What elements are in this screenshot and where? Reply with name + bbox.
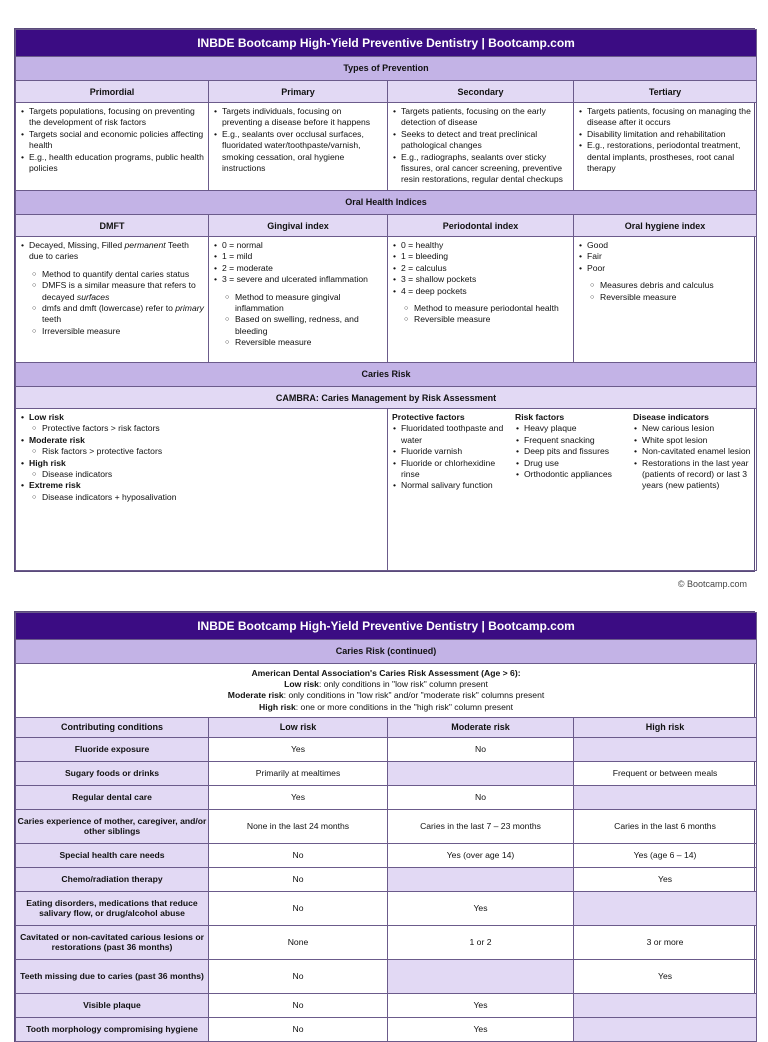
moderate-cell: Caries in the last 7 – 23 months bbox=[388, 809, 574, 843]
list-item: ○ Reversible measure bbox=[414, 314, 569, 325]
list-item: • New carious lesion bbox=[642, 423, 751, 434]
list-item: • White spot lesion bbox=[642, 435, 751, 446]
table-row bbox=[16, 809, 757, 843]
page2-title: INBDE Bootcamp High-Yield Preventive Dentistry | Bootcamp.com bbox=[16, 613, 757, 640]
high-cell: Yes bbox=[574, 867, 757, 891]
low-cell: No bbox=[209, 843, 388, 867]
table-row bbox=[16, 891, 757, 925]
col-high-risk: High risk bbox=[574, 717, 757, 737]
list-item: • Targets social and economic policies affecting health bbox=[29, 129, 204, 152]
list-item: • E.g., health education programs, public health policies bbox=[29, 152, 204, 175]
list-item: • Targets populations, focusing on preventing the development of risk factors bbox=[29, 106, 204, 129]
table-row bbox=[16, 843, 757, 867]
table-row bbox=[16, 925, 757, 959]
page2-sheet bbox=[14, 611, 755, 1042]
risk-factors bbox=[515, 412, 633, 492]
list-item: ○ Risk factors > protective factors bbox=[42, 446, 383, 457]
table-row bbox=[16, 959, 757, 993]
high-cell bbox=[574, 891, 757, 925]
high-cell bbox=[574, 785, 757, 809]
moderate-cell: Yes bbox=[388, 993, 574, 1017]
list-item: ○ Method to quantify dental caries status bbox=[42, 269, 204, 280]
ada-moderate-line: Moderate risk: only conditions in "low risk" and/or "moderate risk" columns present bbox=[227, 690, 545, 701]
condition-cell: Visible plaque bbox=[16, 993, 209, 1017]
gingival-cell bbox=[209, 237, 388, 363]
high-cell: Caries in the last 6 months bbox=[574, 809, 757, 843]
list-item: • Extreme risk bbox=[29, 480, 383, 491]
page1-table bbox=[15, 29, 757, 571]
cambra-factors bbox=[388, 409, 757, 571]
moderate-cell: Yes bbox=[388, 1017, 574, 1041]
moderate-cell bbox=[388, 959, 574, 993]
page1-sheet bbox=[14, 28, 755, 572]
list-item: • Fluoridated toothpaste and water bbox=[401, 423, 515, 446]
low-cell: No bbox=[209, 891, 388, 925]
condition-cell: Caries experience of mother, caregiver, and/or other siblings bbox=[16, 809, 209, 843]
ada-low-line: Low risk: only conditions in "low risk" column present bbox=[284, 679, 488, 690]
secondary-cell bbox=[388, 103, 574, 191]
risk-factors-title: Risk factors bbox=[515, 412, 565, 422]
table-row bbox=[16, 737, 757, 761]
low-cell: No bbox=[209, 867, 388, 891]
types-of-prevention-heading: Types of Prevention bbox=[16, 57, 757, 81]
list-item: • 1 = mild bbox=[222, 251, 383, 262]
condition-cell: Sugary foods or drinks bbox=[16, 761, 209, 785]
list-item: • Fair bbox=[587, 251, 752, 262]
primary-cell bbox=[209, 103, 388, 191]
periodontal-cell bbox=[388, 237, 574, 363]
moderate-cell bbox=[388, 761, 574, 785]
list-item: • 4 = deep pockets bbox=[401, 286, 569, 297]
disease-indicators-title: Disease indicators bbox=[633, 412, 709, 422]
list-item: ○ DMFS is a similar measure that refers to decayed surfaces bbox=[42, 280, 204, 303]
table-row bbox=[16, 785, 757, 809]
list-item: • Normal salivary function bbox=[401, 480, 515, 491]
table-row bbox=[16, 993, 757, 1017]
oral-health-indices-heading: Oral Health Indices bbox=[16, 191, 757, 215]
col-dmft: DMFT bbox=[16, 215, 209, 237]
tertiary-cell bbox=[574, 103, 757, 191]
list-item: ○ Method to measure periodontal health bbox=[414, 303, 569, 314]
copyright-text: © Bootcamp.com bbox=[677, 579, 747, 589]
condition-cell: Tooth morphology compromising hygiene bbox=[16, 1017, 209, 1041]
low-cell: None in the last 24 months bbox=[209, 809, 388, 843]
protective-factors bbox=[392, 412, 515, 492]
list-item: • Deep pits and fissures bbox=[524, 446, 633, 457]
list-item: ○ Method to measure gingival inflammation bbox=[235, 292, 383, 315]
list-item: • 0 = healthy bbox=[401, 240, 569, 251]
list-item: • Frequent snacking bbox=[524, 435, 633, 446]
disease-indicators bbox=[633, 412, 751, 492]
list-item: • Decayed, Missing, Filled permanent Teeth due to caries bbox=[29, 240, 204, 263]
low-cell: None bbox=[209, 925, 388, 959]
col-primary: Primary bbox=[209, 81, 388, 103]
list-item: • E.g., radiographs, sealants over sticky fissures, oral cancer screening, preventive resin restorations, regular dental checkups bbox=[401, 152, 569, 186]
moderate-cell: Yes (over age 14) bbox=[388, 843, 574, 867]
col-periodontal-index: Periodontal index bbox=[388, 215, 574, 237]
low-cell: No bbox=[209, 959, 388, 993]
list-item: • Orthodontic appliances bbox=[524, 469, 633, 480]
list-item: • High risk bbox=[29, 458, 383, 469]
list-item: • Non-cavitated enamel lesion bbox=[642, 446, 751, 457]
list-item: • E.g., sealants over occlusal surfaces, fluoridated water/toothpaste/varnish, smoking cessation, oral hygiene instructions bbox=[222, 129, 383, 175]
condition-cell: Chemo/radiation therapy bbox=[16, 867, 209, 891]
high-cell bbox=[574, 1017, 757, 1041]
list-item: ○ Reversible measure bbox=[235, 337, 383, 348]
list-item: • 2 = calculus bbox=[401, 263, 569, 274]
condition-cell: Cavitated or non-cavitated carious lesions or restorations (past 36 months) bbox=[16, 925, 209, 959]
list-item: • Heavy plaque bbox=[524, 423, 633, 434]
high-cell: Yes (age 6 – 14) bbox=[574, 843, 757, 867]
high-cell: 3 or more bbox=[574, 925, 757, 959]
list-item: • Poor bbox=[587, 263, 752, 274]
risk-table-body bbox=[16, 737, 757, 1041]
list-item: ○ Protective factors > risk factors bbox=[42, 423, 383, 434]
moderate-cell: 1 or 2 bbox=[388, 925, 574, 959]
list-item: ○ Reversible measure bbox=[600, 292, 752, 303]
condition-cell: Special health care needs bbox=[16, 843, 209, 867]
high-cell: Yes bbox=[574, 959, 757, 993]
condition-cell: Teeth missing due to caries (past 36 months) bbox=[16, 959, 209, 993]
condition-cell: Fluoride exposure bbox=[16, 737, 209, 761]
col-primordial: Primordial bbox=[16, 81, 209, 103]
list-item: • 1 = bleeding bbox=[401, 251, 569, 262]
primordial-cell bbox=[16, 103, 209, 191]
list-item: • 3 = severe and ulcerated inflammation bbox=[222, 274, 383, 285]
low-cell: Yes bbox=[209, 737, 388, 761]
oral-hygiene-cell bbox=[574, 237, 757, 363]
list-item: • Seeks to detect and treat preclinical pathological changes bbox=[401, 129, 569, 152]
low-cell: Yes bbox=[209, 785, 388, 809]
protective-factors-title: Protective factors bbox=[392, 412, 465, 422]
caries-risk-heading: Caries Risk bbox=[16, 363, 757, 387]
col-tertiary: Tertiary bbox=[574, 81, 757, 103]
condition-cell: Eating disorders, medications that reduce salivary flow, or drug/alcohol abuse bbox=[16, 891, 209, 925]
list-item: • 2 = moderate bbox=[222, 263, 383, 274]
list-item: • Disability limitation and rehabilitation bbox=[587, 129, 752, 140]
dmft-cell bbox=[16, 237, 209, 363]
list-item: ○ dmfs and dmft (lowercase) refer to primary teeth bbox=[42, 303, 204, 326]
list-item: • 3 = shallow pockets bbox=[401, 274, 569, 285]
table-row bbox=[16, 867, 757, 891]
col-gingival-index: Gingival index bbox=[209, 215, 388, 237]
moderate-cell: No bbox=[388, 785, 574, 809]
low-cell: No bbox=[209, 1017, 388, 1041]
moderate-cell bbox=[388, 867, 574, 891]
list-item: • Moderate risk bbox=[29, 435, 383, 446]
list-item: • Targets patients, focusing on managing the disease after it occurs bbox=[587, 106, 752, 129]
ada-intro bbox=[16, 664, 757, 718]
list-item: • Targets patients, focusing on the early detection of disease bbox=[401, 106, 569, 129]
ada-high-line: High risk: one or more conditions in the "high risk" column present bbox=[259, 701, 514, 712]
col-moderate-risk: Moderate risk bbox=[388, 717, 574, 737]
list-item: • Good bbox=[587, 240, 752, 251]
low-cell: Primarily at mealtimes bbox=[209, 761, 388, 785]
list-item: ○ Based on swelling, redness, and bleeding bbox=[235, 314, 383, 337]
list-item: • Fluoride varnish bbox=[401, 446, 515, 457]
caries-risk-continued-heading: Caries Risk (continued) bbox=[16, 640, 757, 664]
cambra-heading: CAMBRA: Caries Management by Risk Assessment bbox=[16, 387, 757, 409]
high-cell bbox=[574, 737, 757, 761]
list-item: • Targets individuals, focusing on preventing a disease before it happens bbox=[222, 106, 383, 129]
moderate-cell: No bbox=[388, 737, 574, 761]
list-item: ○ Disease indicators + hyposalivation bbox=[42, 492, 383, 503]
high-cell: Frequent or between meals bbox=[574, 761, 757, 785]
condition-cell: Regular dental care bbox=[16, 785, 209, 809]
low-cell: No bbox=[209, 993, 388, 1017]
moderate-cell: Yes bbox=[388, 891, 574, 925]
col-contributing-conditions: Contributing conditions bbox=[16, 717, 209, 737]
list-item: • Drug use bbox=[524, 458, 633, 469]
list-item: ○ Irreversible measure bbox=[42, 326, 204, 337]
page2-table bbox=[15, 612, 757, 1042]
table-row bbox=[16, 761, 757, 785]
col-oral-hygiene-index: Oral hygiene index bbox=[574, 215, 757, 237]
ada-heading: American Dental Association's Caries Risk Assessment (Age > 6): bbox=[251, 668, 521, 678]
list-item: ○ Disease indicators bbox=[42, 469, 383, 480]
col-secondary: Secondary bbox=[388, 81, 574, 103]
table-row bbox=[16, 1017, 757, 1041]
high-cell bbox=[574, 993, 757, 1017]
cambra-risk-levels bbox=[16, 409, 388, 571]
list-item: • Restorations in the last year (patients of record) or last 3 years (new patients) bbox=[642, 458, 751, 492]
list-item: • Fluoride or chlorhexidine rinse bbox=[401, 458, 515, 481]
list-item: • 0 = normal bbox=[222, 240, 383, 251]
col-low-risk: Low risk bbox=[209, 717, 388, 737]
list-item: ○ Measures debris and calculus bbox=[600, 280, 752, 291]
list-item: • Low risk bbox=[29, 412, 383, 423]
page1-title: INBDE Bootcamp High-Yield Preventive Dentistry | Bootcamp.com bbox=[16, 30, 757, 57]
list-item: • E.g., restorations, periodontal treatment, dental implants, prostheses, root canal therapy bbox=[587, 140, 752, 174]
